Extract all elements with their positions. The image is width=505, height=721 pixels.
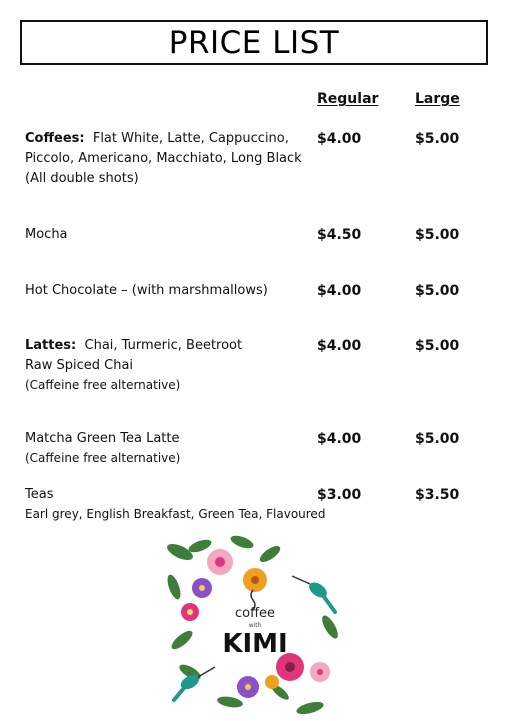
column-header-regular: Regular (317, 91, 379, 107)
coffee-with-kimi-logo (160, 532, 350, 718)
item-name: Hot Chocolate – (with marshmallows) (25, 283, 268, 298)
price-regular: $4.00 (317, 338, 362, 354)
item-line: Piccolo, Americano, Macchiato, Long Black (25, 151, 302, 166)
menu-item-mocha (25, 225, 315, 245)
item-line: Chai, Turmeric, Beetroot (84, 338, 243, 353)
flower (265, 675, 279, 689)
menu-item-matcha (25, 429, 315, 467)
price-regular: $4.00 (317, 431, 362, 447)
item-name: Matcha Green Tea Latte (25, 431, 180, 446)
price-large: $5.00 (415, 227, 460, 243)
price-large: $5.00 (415, 283, 460, 299)
menu-item-lattes (25, 336, 315, 394)
flower (192, 578, 212, 598)
price-regular: $4.50 (317, 227, 362, 243)
price-regular: $3.00 (317, 487, 362, 503)
logo-with-text: with (248, 622, 262, 629)
item-label: Lattes: (25, 338, 77, 353)
price-large: $3.50 (415, 487, 460, 503)
item-line: (All double shots) (25, 171, 139, 186)
item-line: Raw Spiced Chai (25, 358, 134, 373)
item-note: (Caffeine free alternative) (25, 451, 181, 465)
page-title: PRICE LIST (168, 24, 340, 61)
flower (237, 676, 259, 698)
flower (243, 568, 267, 592)
price-large: $5.00 (415, 338, 460, 354)
flower (310, 662, 330, 682)
menu-item-teas (25, 485, 345, 523)
item-name: Mocha (25, 227, 68, 242)
item-note: (Caffeine free alternative) (25, 378, 181, 392)
logo-coffee-text: coffee (234, 606, 276, 621)
item-label: Coffees: (25, 131, 85, 146)
price-regular: $4.00 (317, 283, 362, 299)
title-box (20, 20, 488, 65)
price-large: $5.00 (415, 431, 460, 447)
item-line: Flat White, Latte, Cappuccino, (92, 131, 289, 146)
item-note: Earl grey, English Breakfast, Green Tea, Flavoured (25, 507, 326, 521)
price-regular: $4.00 (317, 131, 362, 147)
logo-brand-text: KIMI (222, 629, 288, 659)
menu-item-coffees (25, 129, 315, 189)
hummingbird-icon (292, 576, 335, 612)
column-header-large: Large (415, 91, 460, 107)
price-large: $5.00 (415, 131, 460, 147)
menu-item-hot-chocolate (25, 281, 315, 301)
flower (207, 549, 233, 575)
flower (181, 603, 199, 621)
item-name: Teas (25, 487, 54, 502)
